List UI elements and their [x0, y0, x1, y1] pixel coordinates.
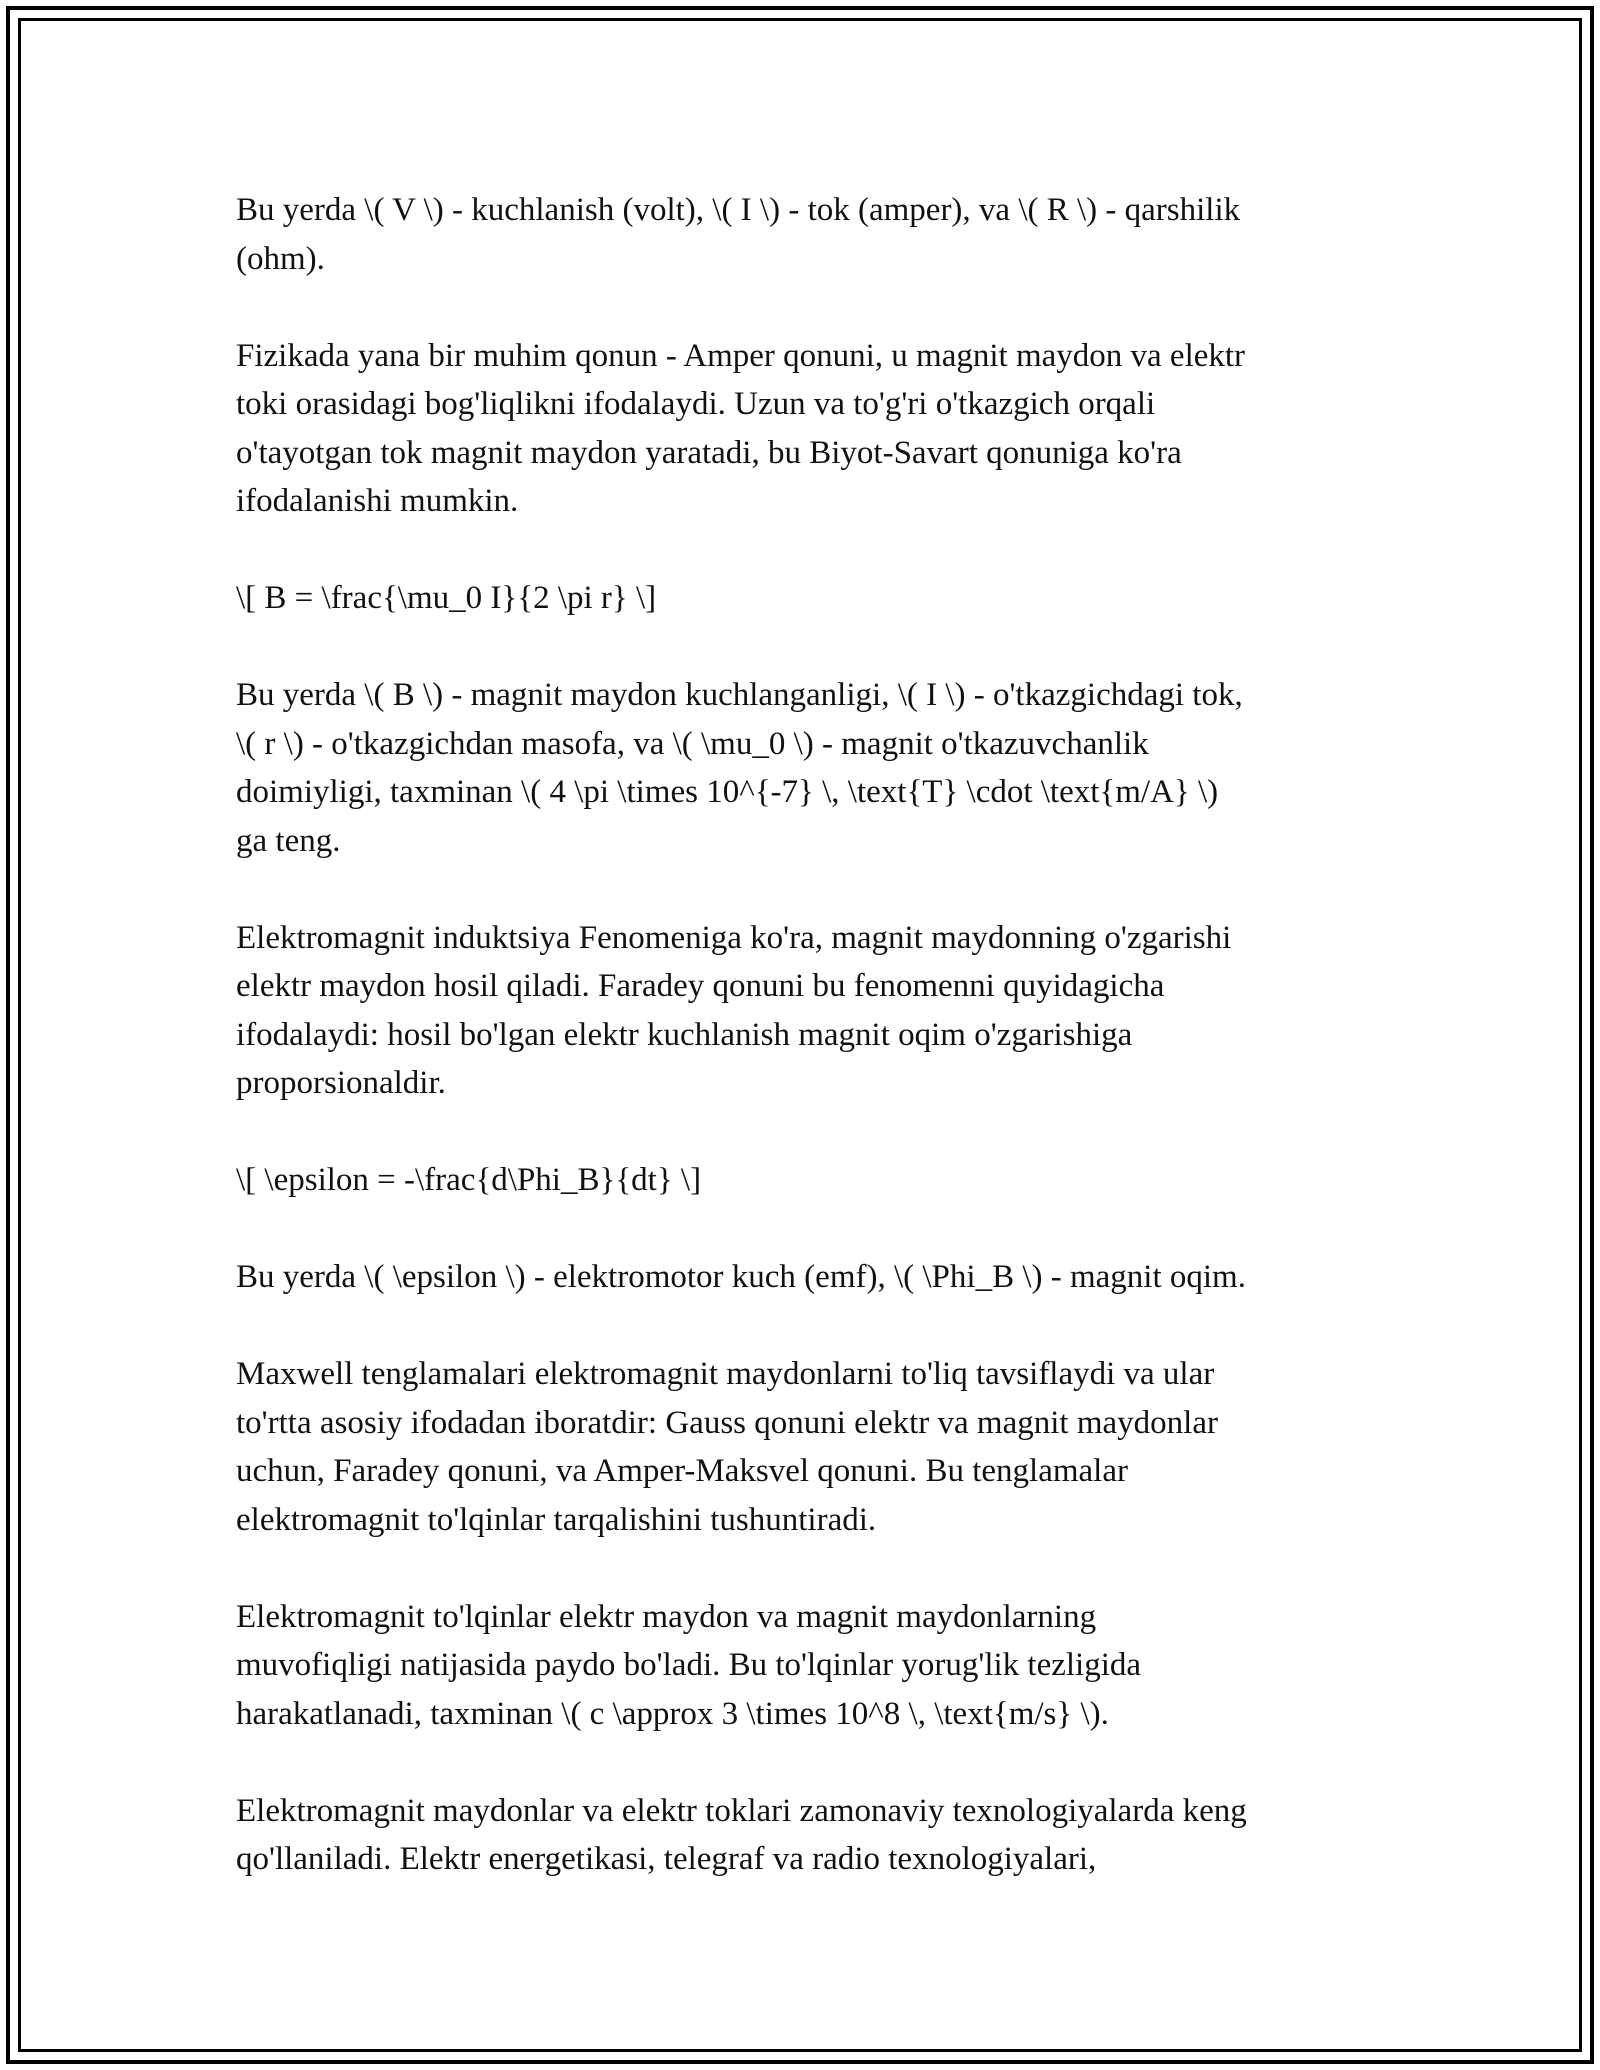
paragraph-em-waves: Elektromagnit to'lqinlar elektr maydon va magnit maydonlarning muvofiqligi natijasida paydo bo'ladi. Bu to'lqinlar yorug'lik tezligida harakatlanadi, taxminan \( c \approx 3 \times 10^8 \, \text{m/s} \).	[236, 1598, 1142, 1732]
paragraph-induction: Elektromagnit induktsiya Fenomeniga ko'ra, magnit maydonning o'zgarishi elektr maydon hosil qiladi. Faradey qonuni bu fenomenni quyidagicha ifodalaydi: hosil bo'lgan elektr kuchlanish magnit oqim o'zgarishiga proporsionaldir.	[236, 919, 1232, 1101]
paragraph-faraday-definitions: Bu yerda \( \epsilon \) - elektromotor kuch (emf), \( \Phi_B \) - magnit oqim.	[236, 1259, 1246, 1295]
equation-biot-savart: \[ B = \frac{\mu_0 I}{2 \pi r} \]	[236, 580, 657, 616]
paragraph-maxwell: Maxwell tenglamalari elektromagnit maydonlarni to'liq tavsiflaydi va ular to'rtta asosiy ifodadan iboratdir: Gauss qonuni elektr va magnit maydonlar uchun, Faradey qonuni, va Amper-Maksvel qonuni. Bu tenglamalar elektromagnit to'lqinlar tarqalishini tushuntiradi.	[236, 1356, 1218, 1538]
paragraph-applications: Elektromagnit maydonlar va elektr toklari zamonaviy texnologiyalarda keng qo'llaniladi. Elektr energetikasi, telegraf va radio texnologiyalari,	[236, 1792, 1247, 1877]
equation-faraday: \[ \epsilon = -\frac{d\Phi_B}{dt} \]	[236, 1162, 702, 1198]
paragraph-biot-savart-definitions: Bu yerda \( B \) - magnit maydon kuchlanganligi, \( I \) - o'tkazgichdagi tok, \( r \) - o'tkazgichdan masofa, va \( \mu_0 \) - magnit o'tkazuvchanlik doimiyligi, taxminan \( 4 \pi \times 10^{-7} \, \text{T} \cdot \text{m/A} \) ga teng.	[236, 677, 1243, 859]
document-body	[236, 186, 1366, 1932]
paragraph-ampere-law: Fizikada yana bir muhim qonun - Amper qonuni, u magnit maydon va elektr toki orasidagi bog'liqlikni ifodalaydi. Uzun va to'g'ri o'tkazgich orqali o'tayotgan tok magnit maydon yaratadi, bu Biyot-Savart qonuniga ko'ra ifodalanishi mumkin.	[236, 337, 1246, 519]
paragraph-ohm-definitions: Bu yerda \( V \) - kuchlanish (volt), \( I \) - tok (amper), va \( R \) - qarshilik (ohm).	[236, 192, 1241, 277]
